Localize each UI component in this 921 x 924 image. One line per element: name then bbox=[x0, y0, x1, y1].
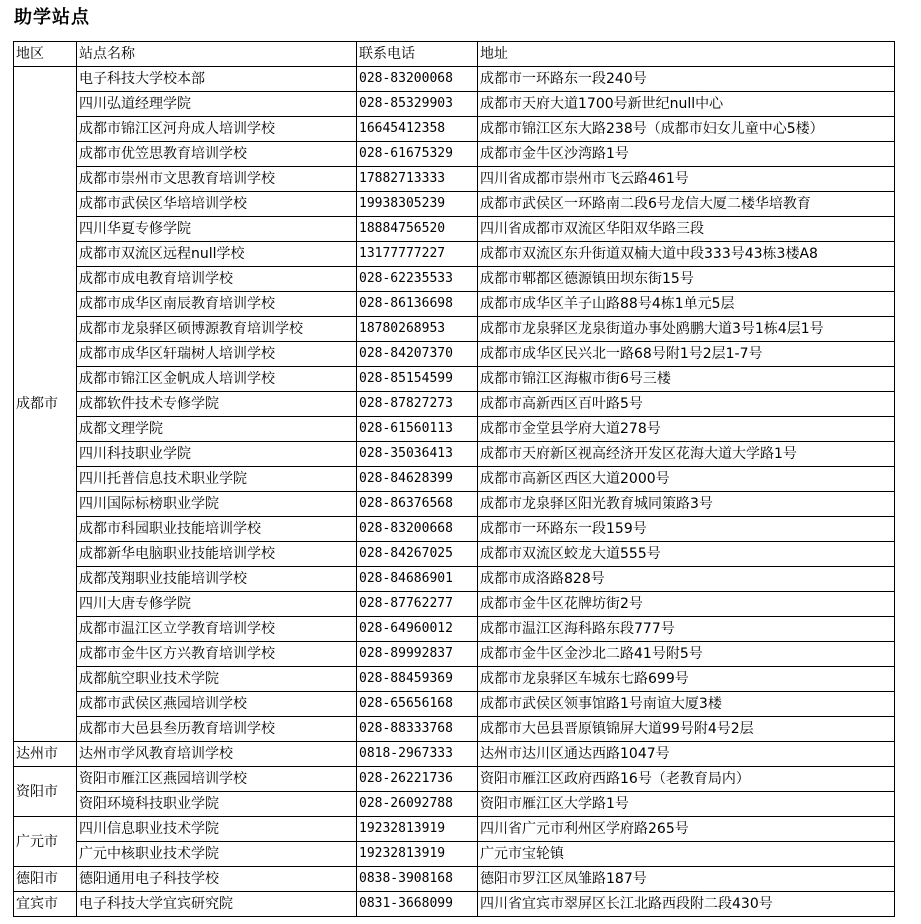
address-cell: 四川省成都市崇州市飞云路461号 bbox=[478, 167, 895, 192]
table-row bbox=[14, 267, 895, 292]
phone-cell: 028-88333768 bbox=[357, 717, 478, 742]
site-name-cell: 成都市武侯区华培培训学校 bbox=[77, 192, 357, 217]
table-row bbox=[14, 767, 895, 792]
table-row bbox=[14, 367, 895, 392]
site-name-cell: 成都市锦江区河舟成人培训学校 bbox=[77, 117, 357, 142]
address-cell: 成都市双流区东升街道双楠大道中段333号43栋3楼A8 bbox=[478, 242, 895, 267]
table-row bbox=[14, 542, 895, 567]
address-cell: 成都市高新区西区大道2000号 bbox=[478, 467, 895, 492]
site-name-cell: 成都市金牛区方兴教育培训学校 bbox=[77, 642, 357, 667]
table-row bbox=[14, 492, 895, 517]
table-row bbox=[14, 517, 895, 542]
site-name-cell: 成都市大邑县叁历教育培训学校 bbox=[77, 717, 357, 742]
address-cell: 成都市金牛区金沙北二路41号附5号 bbox=[478, 642, 895, 667]
phone-cell: 028-62235533 bbox=[357, 267, 478, 292]
address-cell: 达州市达川区通达西路1047号 bbox=[478, 742, 895, 767]
address-cell: 成都市一环路东一段159号 bbox=[478, 517, 895, 542]
table-row bbox=[14, 717, 895, 742]
address-cell: 成都市武侯区一环路南二段6号龙信大厦二楼华培教育 bbox=[478, 192, 895, 217]
study-sites-table bbox=[13, 41, 895, 917]
address-cell: 成都市天府大道1700号新世纪null中心 bbox=[478, 92, 895, 117]
address-cell: 成都市成华区民兴北一路68号附1号2层1-7号 bbox=[478, 342, 895, 367]
phone-cell: 13177777227 bbox=[357, 242, 478, 267]
table-body bbox=[14, 67, 895, 917]
table-row bbox=[14, 842, 895, 867]
site-name-cell: 达州市学风教育培训学校 bbox=[77, 742, 357, 767]
phone-cell: 19232813919 bbox=[357, 842, 478, 867]
table-row bbox=[14, 742, 895, 767]
table-row bbox=[14, 67, 895, 92]
phone-cell: 028-35036413 bbox=[357, 442, 478, 467]
address-cell: 成都市龙泉驿区阳光教育城同策路3号 bbox=[478, 492, 895, 517]
address-cell: 广元市宝轮镇 bbox=[478, 842, 895, 867]
address-cell: 成都市大邑县晋原镇锦屏大道99号附4号2层 bbox=[478, 717, 895, 742]
address-cell: 四川省广元市利州区学府路265号 bbox=[478, 817, 895, 842]
phone-cell: 028-87827273 bbox=[357, 392, 478, 417]
table-row bbox=[14, 792, 895, 817]
phone-cell: 028-83200668 bbox=[357, 517, 478, 542]
region-cell: 成都市 bbox=[14, 67, 77, 742]
table-row bbox=[14, 392, 895, 417]
phone-cell: 028-84628399 bbox=[357, 467, 478, 492]
table-row bbox=[14, 117, 895, 142]
site-name-cell: 成都市武侯区燕园培训学校 bbox=[77, 692, 357, 717]
site-name-cell: 四川华夏专修学院 bbox=[77, 217, 357, 242]
site-name-cell: 四川托普信息技术职业学院 bbox=[77, 467, 357, 492]
address-cell: 成都市龙泉驿区龙泉街道办事处鸥鹏大道3号1栋4层1号 bbox=[478, 317, 895, 342]
site-name-cell: 成都市科园职业技能培训学校 bbox=[77, 517, 357, 542]
phone-cell: 028-61675329 bbox=[357, 142, 478, 167]
site-name-cell: 成都市成电教育培训学校 bbox=[77, 267, 357, 292]
site-name-cell: 成都市温江区立学教育培训学校 bbox=[77, 617, 357, 642]
site-name-cell: 成都新华电脑职业技能培训学校 bbox=[77, 542, 357, 567]
address-cell: 成都市天府新区视高经济开发区花海大道大学路1号 bbox=[478, 442, 895, 467]
address-cell: 成都市温江区海科路东段777号 bbox=[478, 617, 895, 642]
phone-cell: 17882713333 bbox=[357, 167, 478, 192]
region-cell: 德阳市 bbox=[14, 867, 77, 892]
table-row bbox=[14, 192, 895, 217]
phone-cell: 028-84267025 bbox=[357, 542, 478, 567]
table-header-row bbox=[14, 42, 895, 67]
address-cell: 成都市一环路东一段240号 bbox=[478, 67, 895, 92]
phone-cell: 028-26092788 bbox=[357, 792, 478, 817]
phone-cell: 0838-3908168 bbox=[357, 867, 478, 892]
address-cell: 成都市武侯区领事馆路1号南谊大厦3楼 bbox=[478, 692, 895, 717]
phone-cell: 19938305239 bbox=[357, 192, 478, 217]
address-cell: 资阳市雁江区政府西路16号（老教育局内） bbox=[478, 767, 895, 792]
phone-cell: 028-87762277 bbox=[357, 592, 478, 617]
site-name-cell: 广元中核职业技术学院 bbox=[77, 842, 357, 867]
site-name-cell: 成都市成华区南辰教育培训学校 bbox=[77, 292, 357, 317]
table-row bbox=[14, 692, 895, 717]
phone-cell: 18780268953 bbox=[357, 317, 478, 342]
table-row bbox=[14, 292, 895, 317]
address-cell: 成都市成华区羊子山路88号4栋1单元5层 bbox=[478, 292, 895, 317]
phone-cell: 16645412358 bbox=[357, 117, 478, 142]
site-name-cell: 成都市成华区轩瑞树人培训学校 bbox=[77, 342, 357, 367]
site-name-cell: 德阳通用电子科技学校 bbox=[77, 867, 357, 892]
table-row bbox=[14, 617, 895, 642]
site-name-cell: 成都市优笠思教育培训学校 bbox=[77, 142, 357, 167]
site-name-cell: 电子科技大学校本部 bbox=[77, 67, 357, 92]
table-row bbox=[14, 442, 895, 467]
address-cell: 资阳市雁江区大学路1号 bbox=[478, 792, 895, 817]
header-region: 地区 bbox=[14, 42, 77, 67]
site-name-cell: 成都市崇州市文思教育培训学校 bbox=[77, 167, 357, 192]
address-cell: 成都市龙泉驿区车城东七路699号 bbox=[478, 667, 895, 692]
phone-cell: 028-85329903 bbox=[357, 92, 478, 117]
page-title: 助学站点 bbox=[14, 7, 90, 28]
address-cell: 成都市锦江区东大路238号（成都市妇女儿童中心5楼） bbox=[478, 117, 895, 142]
phone-cell: 028-88459369 bbox=[357, 667, 478, 692]
address-cell: 德阳市罗江区凤雏路187号 bbox=[478, 867, 895, 892]
site-name-cell: 四川国际标榜职业学院 bbox=[77, 492, 357, 517]
phone-cell: 19232813919 bbox=[357, 817, 478, 842]
site-name-cell: 四川弘道经理学院 bbox=[77, 92, 357, 117]
address-cell: 成都市双流区蛟龙大道555号 bbox=[478, 542, 895, 567]
site-name-cell: 成都市锦江区金帆成人培训学校 bbox=[77, 367, 357, 392]
phone-cell: 028-83200068 bbox=[357, 67, 478, 92]
site-name-cell: 成都茂翔职业技能培训学校 bbox=[77, 567, 357, 592]
address-cell: 成都市锦江区海椒市街6号三楼 bbox=[478, 367, 895, 392]
region-cell: 达州市 bbox=[14, 742, 77, 767]
address-cell: 四川省宜宾市翠屏区长江北路西段附二段430号 bbox=[478, 892, 895, 917]
phone-cell: 028-61560113 bbox=[357, 417, 478, 442]
site-name-cell: 资阳市雁江区燕园培训学校 bbox=[77, 767, 357, 792]
table-row bbox=[14, 217, 895, 242]
phone-cell: 028-84207370 bbox=[357, 342, 478, 367]
table-row bbox=[14, 892, 895, 917]
phone-cell: 18884756520 bbox=[357, 217, 478, 242]
header-phone: 联系电话 bbox=[357, 42, 478, 67]
region-cell: 资阳市 bbox=[14, 767, 77, 817]
header-address: 地址 bbox=[478, 42, 895, 67]
phone-cell: 028-65656168 bbox=[357, 692, 478, 717]
table-row bbox=[14, 667, 895, 692]
table-row bbox=[14, 142, 895, 167]
table-row bbox=[14, 417, 895, 442]
site-name-cell: 电子科技大学宜宾研究院 bbox=[77, 892, 357, 917]
region-cell: 宜宾市 bbox=[14, 892, 77, 917]
phone-cell: 028-86136698 bbox=[357, 292, 478, 317]
table-row bbox=[14, 467, 895, 492]
region-cell: 广元市 bbox=[14, 817, 77, 867]
site-name-cell: 成都软件技术专修学院 bbox=[77, 392, 357, 417]
site-name-cell: 资阳环境科技职业学院 bbox=[77, 792, 357, 817]
table-row bbox=[14, 342, 895, 367]
address-cell: 四川省成都市双流区华阳双华路三段 bbox=[478, 217, 895, 242]
phone-cell: 028-86376568 bbox=[357, 492, 478, 517]
address-cell: 成都市金堂县学府大道278号 bbox=[478, 417, 895, 442]
table-row bbox=[14, 242, 895, 267]
address-cell: 成都市金牛区花牌坊街2号 bbox=[478, 592, 895, 617]
phone-cell: 028-64960012 bbox=[357, 617, 478, 642]
site-name-cell: 成都文理学院 bbox=[77, 417, 357, 442]
table-row bbox=[14, 167, 895, 192]
address-cell: 成都市成洛路828号 bbox=[478, 567, 895, 592]
address-cell: 成都市金牛区沙湾路1号 bbox=[478, 142, 895, 167]
table-row bbox=[14, 867, 895, 892]
site-name-cell: 四川大唐专修学院 bbox=[77, 592, 357, 617]
site-name-cell: 成都市双流区远程null学校 bbox=[77, 242, 357, 267]
phone-cell: 028-89992837 bbox=[357, 642, 478, 667]
table-row bbox=[14, 92, 895, 117]
site-name-cell: 成都航空职业技术学院 bbox=[77, 667, 357, 692]
phone-cell: 028-85154599 bbox=[357, 367, 478, 392]
phone-cell: 0831-3668099 bbox=[357, 892, 478, 917]
address-cell: 成都市高新西区百叶路5号 bbox=[478, 392, 895, 417]
table-row bbox=[14, 817, 895, 842]
site-name-cell: 四川信息职业技术学院 bbox=[77, 817, 357, 842]
header-site-name: 站点名称 bbox=[77, 42, 357, 67]
phone-cell: 0818-2967333 bbox=[357, 742, 478, 767]
site-name-cell: 四川科技职业学院 bbox=[77, 442, 357, 467]
table-row bbox=[14, 567, 895, 592]
address-cell: 成都市郫都区德源镇田坝东街15号 bbox=[478, 267, 895, 292]
table-row bbox=[14, 592, 895, 617]
table-row bbox=[14, 317, 895, 342]
table-row bbox=[14, 642, 895, 667]
site-name-cell: 成都市龙泉驿区硕博源教育培训学校 bbox=[77, 317, 357, 342]
phone-cell: 028-26221736 bbox=[357, 767, 478, 792]
phone-cell: 028-84686901 bbox=[357, 567, 478, 592]
